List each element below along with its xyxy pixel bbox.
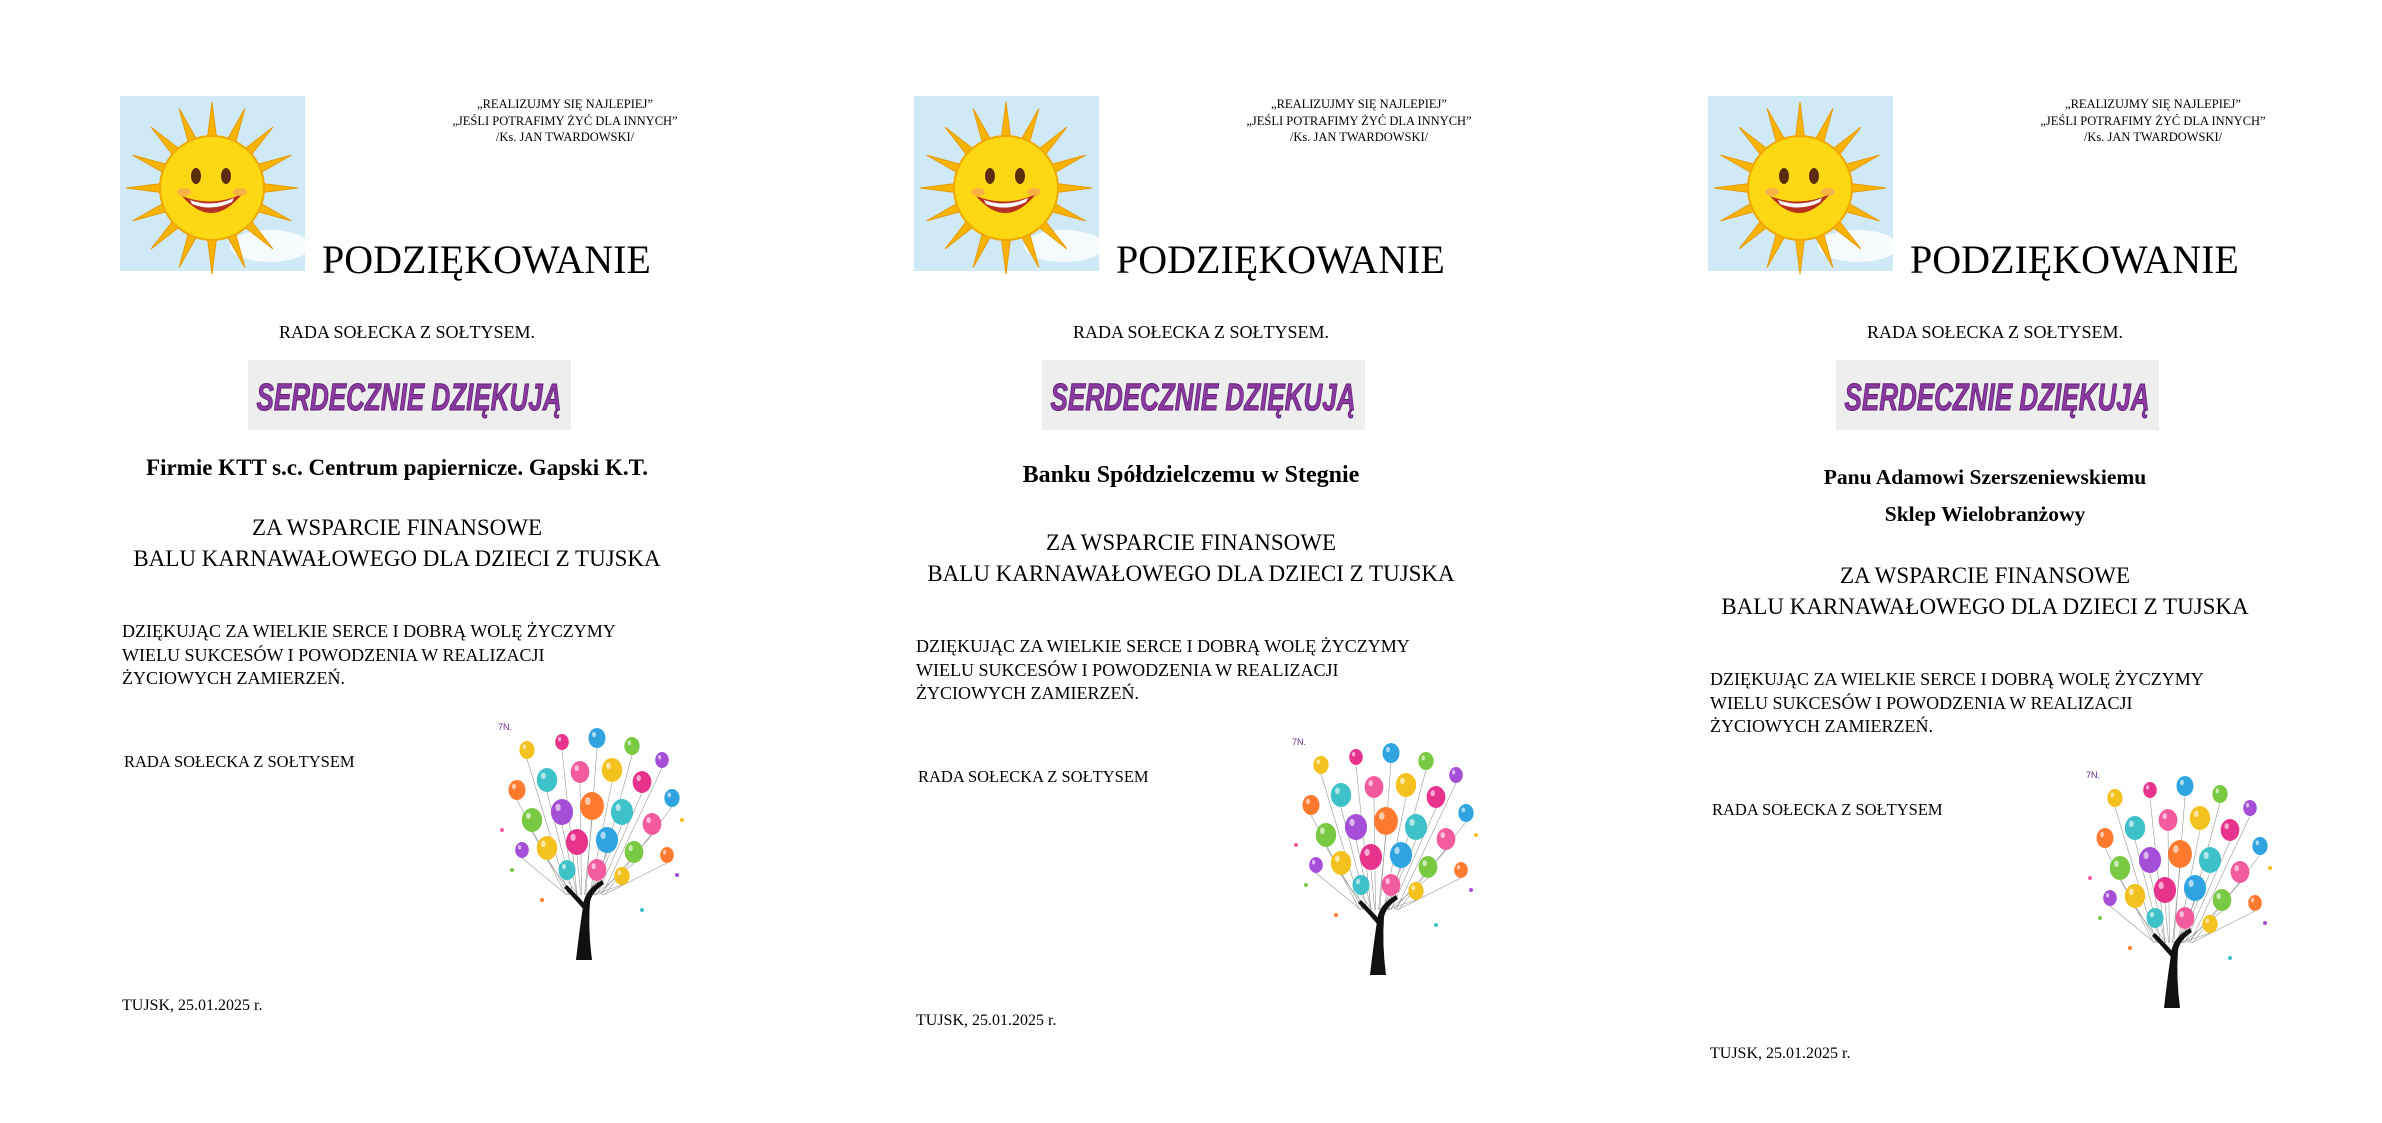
page-title: PODZIĘKOWANIE (1116, 237, 1445, 282)
motto-line-2: „JEŚLI POTRAFIMY ŻYĆ DLA INNYCH” (2040, 113, 2266, 128)
support-text (1688, 560, 2282, 622)
wishes-line-3: ŻYCIOWYCH ZAMIERZEŃ. (122, 668, 345, 688)
sun-icon (120, 96, 305, 271)
wishes-line-1: DZIĘKUJĄC ZA WIELKIE SERCE I DOBRĄ WOLĘ ŻYCZYMY (1710, 669, 2204, 689)
page-title: PODZIĘKOWANIE (322, 237, 651, 282)
wishes-line-2: WIELU SUKCESÓW I POWODZENIA W REALIZACJI (916, 659, 1339, 680)
motto-quote (400, 96, 730, 146)
support-line-1: ZA WSPARCIE FINANSOWE (1839, 563, 2131, 588)
date-place: TUJSK, 25.01.2025 r. (916, 1012, 1057, 1029)
motto-quote (1194, 96, 1524, 146)
support-line-2: BALU KARNAWAŁOWEGO DLA DZIECI Z TUJSKA (133, 546, 661, 571)
sun-icon (914, 96, 1099, 271)
thanks-banner (248, 360, 571, 430)
svg-text:SERDECZNIE DZIĘKUJĄ: SERDECZNIE DZIĘKUJĄ (256, 377, 562, 419)
recipient-name: Banku Spółdzielczemu w Stegnie (1022, 462, 1360, 488)
motto-line-2: „JEŚLI POTRAFIMY ŻYĆ DLA INNYCH” (452, 113, 678, 128)
wishes-line-1: DZIĘKUJĄC ZA WIELKIE SERCE I DOBRĄ WOLĘ ŻYCZYMY (916, 636, 1410, 656)
balloon-tree-icon (492, 720, 687, 960)
motto-line-3: /Ks. JAN TWARDOWSKI/ (2083, 130, 2223, 144)
motto-line-1: „REALIZUJMY SIĘ NAJLEPIEJ” (2065, 97, 2241, 111)
sun-icon (1708, 96, 1893, 271)
council-header: RADA SOŁECKA Z SOŁTYSEM. (278, 322, 536, 342)
wishes-line-2: WIELU SUKCESÓW I POWODZENIA W REALIZACJI (122, 644, 545, 665)
council-signature: RADA SOŁECKA Z SOŁTYSEM (1712, 800, 1943, 819)
motto-quote (1988, 96, 2318, 146)
recipient-name: Firmie KTT s.c. Centrum papiernicze. Gapski K.T. (146, 455, 648, 480)
svg-text:SERDECZNIE DZIĘKUJĄ: SERDECZNIE DZIĘKUJĄ (1050, 377, 1356, 419)
motto-line-3: /Ks. JAN TWARDOWSKI/ (1289, 130, 1429, 144)
date-place: TUJSK, 25.01.2025 r. (122, 997, 263, 1014)
balloon-tree-icon (2080, 768, 2275, 1008)
support-text (100, 512, 694, 574)
svg-text:7N.: 7N. (1292, 737, 1307, 747)
recipient-line-1: Panu Adamowi Szerszeniewskiemu (1823, 465, 2147, 489)
certificate-page-2 (794, 0, 1588, 1123)
wishes-line-2: WIELU SUKCESÓW I POWODZENIA W REALIZACJI (1710, 692, 2133, 713)
recipient-name (1688, 459, 2282, 533)
support-line-1: ZA WSPARCIE FINANSOWE (1045, 530, 1337, 555)
wishes-text (916, 635, 1476, 706)
wishes-line-3: ŻYCIOWYCH ZAMIERZEŃ. (1710, 716, 1933, 736)
support-line-2: BALU KARNAWAŁOWEGO DLA DZIECI Z TUJSKA (1721, 594, 2249, 619)
council-signature: RADA SOŁECKA Z SOŁTYSEM (124, 752, 355, 771)
svg-text:7N.: 7N. (2086, 770, 2101, 780)
council-header: RADA SOŁECKA Z SOŁTYSEM. (1072, 322, 1330, 342)
thanks-banner (1836, 360, 2159, 430)
motto-line-1: „REALIZUJMY SIĘ NAJLEPIEJ” (477, 97, 653, 111)
motto-line-2: „JEŚLI POTRAFIMY ŻYĆ DLA INNYCH” (1246, 113, 1472, 128)
wishes-line-3: ŻYCIOWYCH ZAMIERZEŃ. (916, 683, 1139, 703)
svg-text:7N.: 7N. (498, 722, 513, 732)
wishes-text (1710, 668, 2270, 739)
support-line-2: BALU KARNAWAŁOWEGO DLA DZIECI Z TUJSKA (927, 561, 1455, 586)
motto-line-3: /Ks. JAN TWARDOWSKI/ (495, 130, 635, 144)
support-text (894, 527, 1488, 589)
certificate-page-1 (0, 0, 794, 1123)
date-place: TUJSK, 25.01.2025 r. (1710, 1045, 1851, 1062)
council-signature: RADA SOŁECKA Z SOŁTYSEM (918, 767, 1149, 786)
thanks-banner (1042, 360, 1365, 430)
wishes-line-1: DZIĘKUJĄC ZA WIELKIE SERCE I DOBRĄ WOLĘ ŻYCZYMY (122, 621, 616, 641)
balloon-tree-icon (1286, 735, 1481, 975)
certificate-page-3 (1588, 0, 2382, 1123)
svg-text:SERDECZNIE DZIĘKUJĄ: SERDECZNIE DZIĘKUJĄ (1844, 377, 2150, 419)
wishes-text (122, 620, 682, 691)
page-title: PODZIĘKOWANIE (1910, 237, 2239, 282)
council-header: RADA SOŁECKA Z SOŁTYSEM. (1866, 322, 2124, 342)
motto-line-1: „REALIZUJMY SIĘ NAJLEPIEJ” (1271, 97, 1447, 111)
recipient-line-2: Sklep Wielobranżowy (1884, 502, 2086, 526)
support-line-1: ZA WSPARCIE FINANSOWE (251, 515, 543, 540)
